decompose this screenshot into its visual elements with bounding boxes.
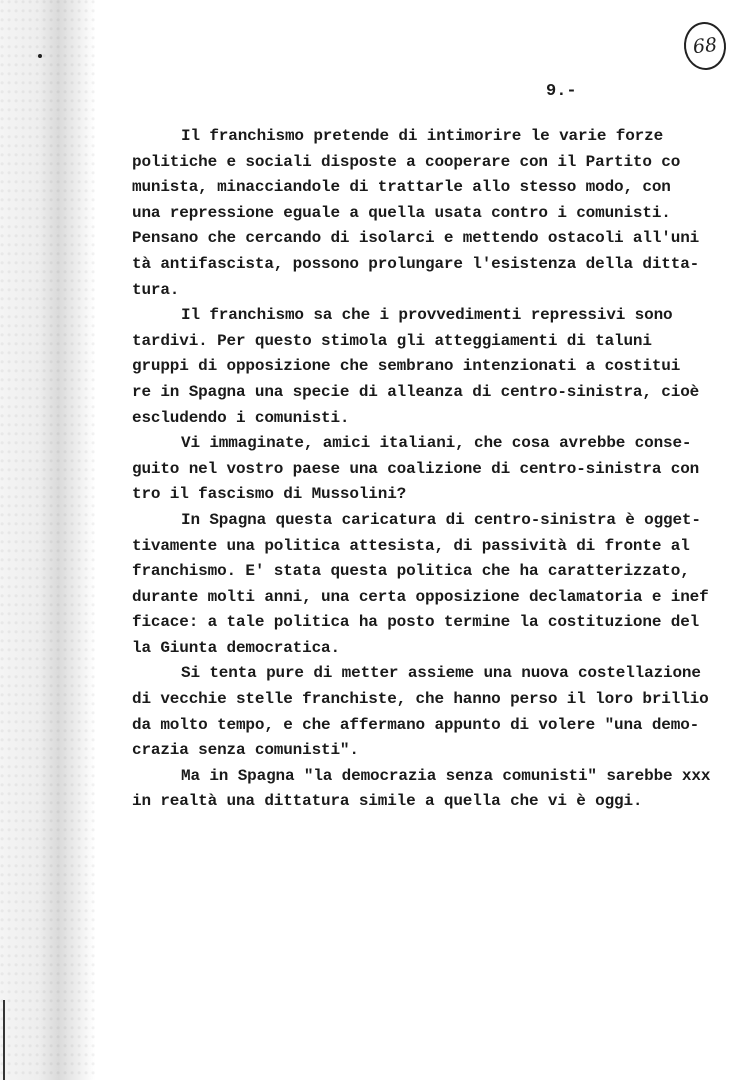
text-line: guito nel vostro paese una coalizione di centro-sinistra con xyxy=(132,459,700,478)
paragraph-5 xyxy=(132,661,732,763)
text-line: Pensano che cercando di isolarci e mettendo ostacoli all'uni xyxy=(132,229,700,248)
text-line: munista, minacciandole di trattarle allo stesso modo, con xyxy=(132,178,671,197)
text-line: la Giunta democratica. xyxy=(132,638,340,657)
text-line: tura. xyxy=(132,280,180,299)
paragraph-1 xyxy=(132,124,732,303)
text-line: durante molti anni, una certa opposizione declamatoria e inef xyxy=(132,587,709,606)
text-line: politiche e sociali disposte a cooperare con il Partito co xyxy=(132,152,681,171)
scan-edge-mark xyxy=(3,1000,5,1080)
folio-stamp xyxy=(682,20,729,72)
text-line: Ma in Spagna "la democrazia senza comunisti" sarebbe xxx xyxy=(181,766,711,785)
text-line: crazia senza comunisti". xyxy=(132,741,359,760)
paragraph-2 xyxy=(132,303,732,431)
text-line: tà antifascista, possono prolungare l'esistenza della ditta- xyxy=(132,254,700,273)
scan-dot xyxy=(38,54,42,58)
text-line: re in Spagna una specie di alleanza di centro-sinistra, cioè xyxy=(132,382,700,401)
page-number: 9.- xyxy=(546,82,577,101)
text-line: di vecchie stelle franchiste, che hanno perso il loro brillio xyxy=(132,690,709,709)
text-line: Vi immaginate, amici italiani, che cosa avrebbe conse- xyxy=(181,434,692,453)
text-line: tro il fascismo di Mussolini? xyxy=(132,485,407,504)
text-line: Si tenta pure di metter assieme una nuova costellazione xyxy=(181,664,701,683)
text-line: In Spagna questa caricatura di centro-sinistra è ogget- xyxy=(181,510,701,529)
text-line: gruppi di opposizione che sembrano intenzionati a costitui xyxy=(132,357,681,376)
page-scan-edge xyxy=(0,0,95,1080)
paragraph-3 xyxy=(132,431,732,508)
text-line: Il franchismo sa che i provvedimenti repressivi sono xyxy=(181,306,673,325)
text-line: franchismo. E' stata questa politica che ha caratterizzato, xyxy=(132,562,690,581)
paragraph-4 xyxy=(132,508,732,662)
body-text xyxy=(132,124,732,815)
text-line: una repressione eguale a quella usata contro i comunisti. xyxy=(132,203,671,222)
text-line: in realtà una dittatura simile a quella che vi è oggi. xyxy=(132,792,643,811)
folio-stamp-number: 68 xyxy=(691,33,719,59)
text-line: ficace: a tale politica ha posto termine la costituzione del xyxy=(132,613,700,632)
text-line: tardivi. Per questo stimola gli atteggiamenti di taluni xyxy=(132,331,652,350)
text-line: tivamente una politica attesista, di passività di fronte al xyxy=(132,536,690,555)
text-line: Il franchismo pretende di intimorire le varie forze xyxy=(181,127,664,145)
text-line: da molto tempo, e che affermano appunto di volere "una demo- xyxy=(132,715,700,734)
paragraph-6 xyxy=(132,764,732,815)
text-line: escludendo i comunisti. xyxy=(132,408,350,427)
